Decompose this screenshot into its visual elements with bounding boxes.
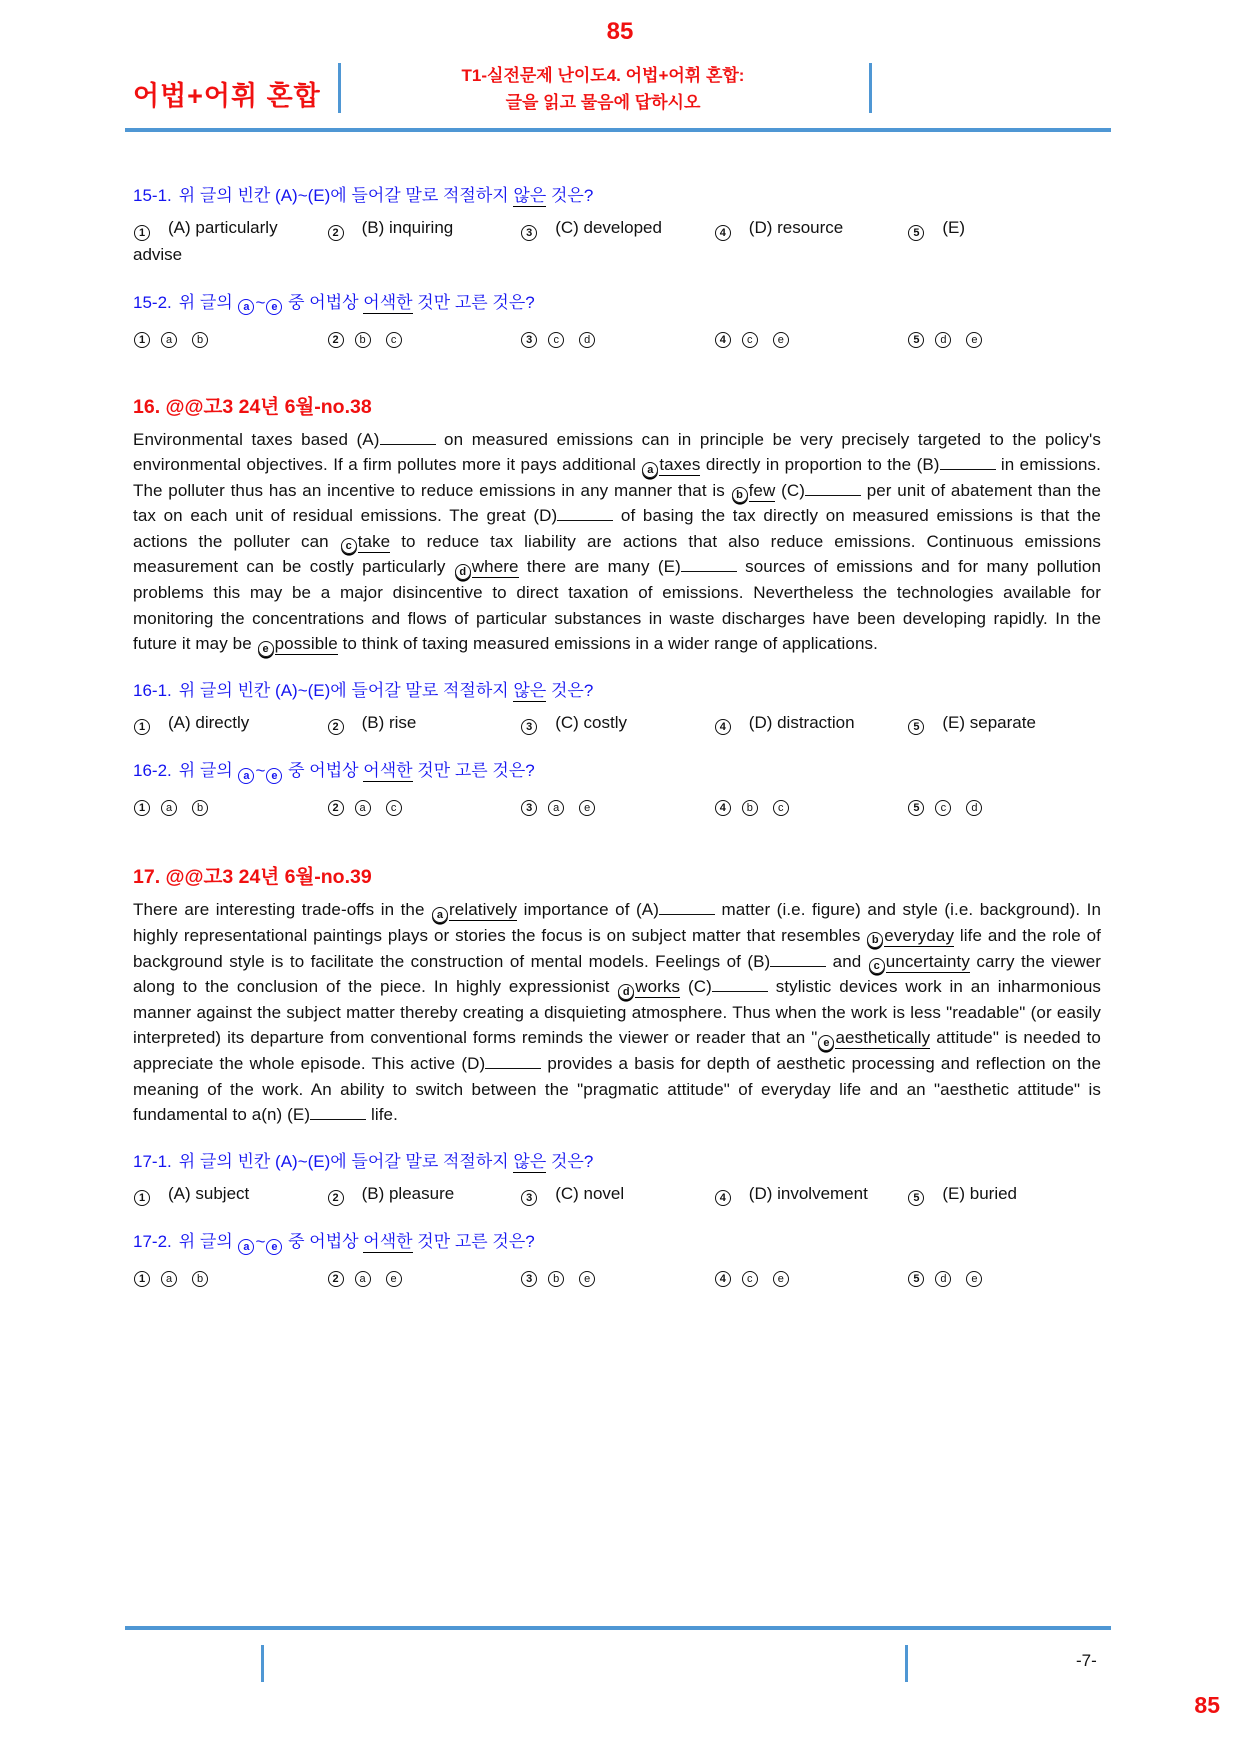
- circled-e-icon: e: [266, 1239, 282, 1255]
- passage-16: Environmental taxes based (A) on measured emissions can in principle be very precisely targeted to the policy's environmental objectives. If a firm pollutes more it pays additional a taxes directly in proportion to the (B) in emissions. The polluter thus has an incentive to reduce emissions in any manner that is b few (C) per unit of abatement than the tax on each unit of residual emissions. The great (D) of basing the tax directly on measured emissions is that the actions the polluter can c take to reduce tax liability are actions that also reduce emissions. Continuous emissions measurement can be costly particularly d where there are many (E) sources of emissions and for many pollution problems this may be a major disincentive to direct taxation of emissions. Nevertheless the technologies available for monitoring the concentrations and flows of particular substances in waste discharges have been developing rapidly. In the future it may be e possible to think of taxing measured emissions in a wider range of applications.: [133, 429, 1101, 655]
- answer-option-5[interactable]: [907, 1182, 1101, 1207]
- fill-in-blank: [712, 988, 768, 992]
- answer-option-3[interactable]: [520, 1263, 714, 1288]
- question-number: 17-1.: [133, 1151, 172, 1171]
- circled-1-icon: 1: [134, 1271, 150, 1287]
- footer-page-number: -7-: [1076, 1651, 1097, 1670]
- footer-tick-right: [905, 1645, 908, 1682]
- fill-in-blank: [380, 441, 436, 445]
- fill-in-blank: [770, 963, 826, 967]
- circled-2-icon: 2: [328, 332, 344, 348]
- circled-a-icon: a: [548, 800, 564, 816]
- circled-d-icon: d: [935, 1271, 951, 1287]
- footer-rule: [125, 1626, 1111, 1630]
- answer-option-label: (D) involvement: [748, 1183, 868, 1203]
- circled-d-icon: d: [618, 984, 634, 1000]
- question-number: 15-1.: [133, 186, 172, 205]
- circled-a-icon: a: [161, 1271, 177, 1287]
- answer-option-3[interactable]: [520, 792, 714, 817]
- question-number: 15-2.: [133, 292, 172, 312]
- circled-a-icon: a: [432, 907, 448, 923]
- answer-option-2[interactable]: [327, 216, 521, 241]
- circled-d-icon: d: [455, 564, 471, 580]
- answer-option-5[interactable]: [907, 216, 1101, 241]
- underlined-word: 어색한: [363, 292, 413, 312]
- underlined-word: 않은: [513, 186, 547, 205]
- circled-e-icon: e: [258, 641, 274, 657]
- question-15-2-text: 15-2. 위 글의 a ~ e 중 어법상 어색한 것만 고른 것은?: [133, 292, 535, 313]
- question-15-1-option5-wrap[interactable]: advise: [133, 244, 183, 264]
- answer-option-5[interactable]: [907, 711, 1101, 736]
- circled-4-icon: 4: [715, 225, 731, 241]
- circled-a-icon: a: [355, 1271, 371, 1287]
- header-lesson-title-line1: T1-실전문제 난이도4. 어법+어휘 혼합:: [461, 66, 745, 85]
- underlined-word: works: [635, 977, 681, 997]
- answer-option-5[interactable]: [907, 1263, 1101, 1288]
- circled-e-icon: e: [579, 800, 595, 816]
- question-17-2-text: 17-2. 위 글의 a ~ e 중 어법상 어색한 것만 고른 것은?: [133, 1232, 535, 1253]
- circled-5-icon: 5: [908, 332, 924, 348]
- circled-5-icon: 5: [908, 719, 924, 735]
- circled-b-icon: b: [192, 332, 208, 348]
- circled-e-icon: e: [966, 332, 982, 348]
- circled-e-icon: e: [266, 299, 282, 315]
- circled-e-icon: e: [773, 1271, 789, 1287]
- answer-option-2[interactable]: [327, 323, 521, 348]
- circled-d-icon: d: [966, 800, 982, 816]
- circled-1-icon: 1: [134, 800, 150, 816]
- answer-option-3[interactable]: [520, 216, 714, 241]
- answer-option-5[interactable]: [907, 792, 1101, 817]
- header-lesson-title: [347, 62, 859, 116]
- section-17-title: 17. @@고3 24년 6월-no.39: [133, 866, 372, 889]
- underlined-word: taxes: [659, 455, 701, 475]
- question-17-1-options: [133, 1182, 1101, 1207]
- circled-4-icon: 4: [715, 332, 731, 348]
- question-16-2-text: 16-2. 위 글의 a ~ e 중 어법상 어색한 것만 고른 것은?: [133, 761, 535, 782]
- circled-4-icon: 4: [715, 800, 731, 816]
- fill-in-blank: [557, 517, 613, 521]
- fill-in-blank: [681, 568, 737, 572]
- header-divider-left: [338, 63, 341, 113]
- circled-e-icon: e: [266, 768, 282, 784]
- answer-option-3[interactable]: [520, 323, 714, 348]
- underlined-word: 않은: [513, 1151, 547, 1171]
- circled-e-icon: e: [386, 1271, 402, 1287]
- underlined-word: everyday: [884, 925, 955, 945]
- answer-option-4[interactable]: [714, 216, 908, 241]
- answer-option-label: (A) directly: [168, 712, 250, 732]
- question-15-1-text: 15-1. 위 글의 빈칸 (A)~(E)에 들어갈 말로 적절하지 않은 것은?: [133, 186, 594, 205]
- circled-5-icon: 5: [908, 1271, 924, 1287]
- page-top-number: 85: [606, 18, 634, 45]
- circled-2-icon: 2: [328, 800, 344, 816]
- answer-option-4[interactable]: [714, 711, 908, 736]
- answer-option-1[interactable]: [133, 1263, 327, 1288]
- circled-c-icon: c: [773, 800, 789, 816]
- circled-b-icon: b: [732, 487, 748, 503]
- header-divider-right: [869, 63, 872, 113]
- circled-e-icon: e: [966, 1271, 982, 1287]
- answer-option-label: (D) distraction: [748, 712, 855, 732]
- answer-option-2[interactable]: [327, 792, 521, 817]
- circled-5-icon: 5: [908, 800, 924, 816]
- circled-2-icon: 2: [328, 1190, 344, 1206]
- question-number: 17-2.: [133, 1232, 172, 1252]
- answer-option-1[interactable]: [133, 1182, 327, 1207]
- underlined-word: where: [471, 557, 519, 577]
- answer-option-4[interactable]: [714, 792, 908, 817]
- answer-option-label: (E) buried: [942, 1183, 1018, 1203]
- question-16-1-text: 16-1. 위 글의 빈칸 (A)~(E)에 들어갈 말로 적절하지 않은 것은?: [133, 680, 594, 700]
- fill-in-blank: [940, 466, 996, 470]
- fill-in-blank: [485, 1065, 541, 1069]
- header-lesson-title-line2: 글을 읽고 물음에 답하시오: [505, 93, 701, 112]
- circled-a-icon: a: [355, 800, 371, 816]
- question-17-2-options: [133, 1263, 1101, 1288]
- circled-3-icon: 3: [521, 1190, 537, 1206]
- circled-c-icon: c: [386, 332, 402, 348]
- underlined-word: aesthetically: [835, 1028, 931, 1048]
- circled-2-icon: 2: [328, 225, 344, 241]
- page-bottom-number: 85: [1194, 1692, 1220, 1718]
- circled-a-icon: a: [238, 299, 254, 315]
- circled-3-icon: 3: [521, 225, 537, 241]
- answer-option-2[interactable]: [327, 1263, 521, 1288]
- answer-option-label: (B) rise: [361, 712, 417, 732]
- question-15-2-options: [133, 323, 1101, 348]
- circled-a-icon: a: [642, 462, 658, 478]
- answer-option-label: (A) subject: [168, 1183, 250, 1203]
- question-16-1-options: [133, 711, 1101, 736]
- answer-option-label: (A) particularly: [168, 218, 278, 237]
- circled-b-icon: b: [742, 800, 758, 816]
- header-section-title: 어법+어휘 혼합: [133, 81, 321, 111]
- circled-3-icon: 3: [521, 800, 537, 816]
- underlined-word: uncertainty: [885, 951, 970, 971]
- fill-in-blank: [310, 1116, 366, 1120]
- circled-b-icon: b: [548, 1271, 564, 1287]
- circled-a-icon: a: [161, 800, 177, 816]
- answer-option-1[interactable]: [133, 792, 327, 817]
- circled-c-icon: c: [742, 332, 758, 348]
- circled-e-icon: e: [773, 332, 789, 348]
- underlined-word: possible: [274, 634, 338, 654]
- circled-b-icon: b: [867, 932, 883, 948]
- circled-5-icon: 5: [908, 225, 924, 241]
- answer-option-4[interactable]: [714, 1182, 908, 1207]
- answer-option-3[interactable]: [520, 1182, 714, 1207]
- answer-option-label: (C) novel: [555, 1183, 625, 1203]
- question-17-1-text: 17-1. 위 글의 빈칸 (A)~(E)에 들어갈 말로 적절하지 않은 것은?: [133, 1151, 594, 1171]
- circled-3-icon: 3: [521, 332, 537, 348]
- circled-b-icon: b: [192, 1271, 208, 1287]
- circled-4-icon: 4: [715, 719, 731, 735]
- circled-d-icon: d: [579, 332, 595, 348]
- circled-e-icon: e: [579, 1271, 595, 1287]
- answer-option-2[interactable]: [327, 711, 521, 736]
- circled-3-icon: 3: [521, 1271, 537, 1287]
- answer-option-3[interactable]: [520, 711, 714, 736]
- passage-17: There are interesting trade-offs in the a relatively importance of (A) matter (i.e. figure) and style (i.e. background). In highly representational paintings plays or stories the focus is on subject matter that resembles b everyday life and the role of background style is to facilitate the construction of mental models. Feelings of (B) and c uncertainty carry the viewer along to the conclusion of the piece. In highly expressionist d works (C) stylistic devices work in an inharmonious manner against the subject matter thereby creating a disquieting atmosphere. Thus when the work is less "readable" (or easily interpreted) its departure from conventional forms reminds the viewer or reader that an " e aesthetically attitude" is needed to appreciate the whole episode. This active (D) provides a basis for depth of aesthetic processing and reflection on the meaning of the work. An ability to switch between the "pragmatic attitude" of everyday life and an "aesthetic attitude" is fundamental to a(n) (E) life.: [133, 900, 1102, 1125]
- circled-d-icon: d: [935, 332, 951, 348]
- answer-option-1[interactable]: [133, 323, 327, 348]
- circled-a-icon: a: [238, 768, 254, 784]
- answer-option-label: (C) developed: [555, 218, 662, 237]
- circled-3-icon: 3: [521, 719, 537, 735]
- circled-c-icon: c: [869, 958, 885, 974]
- answer-option-1[interactable]: [133, 216, 327, 241]
- answer-option-5[interactable]: [907, 323, 1101, 348]
- circled-1-icon: 1: [134, 719, 150, 735]
- answer-option-2[interactable]: [327, 1182, 521, 1207]
- circled-c-icon: c: [341, 538, 357, 554]
- circled-b-icon: b: [192, 800, 208, 816]
- circled-c-icon: c: [742, 1271, 758, 1287]
- circled-5-icon: 5: [908, 1190, 924, 1206]
- underlined-word: 어색한: [363, 761, 413, 781]
- answer-option-4[interactable]: [714, 323, 908, 348]
- underlined-word: few: [748, 480, 776, 500]
- underlined-word: 어색한: [363, 1232, 413, 1252]
- answer-option-label: (B) pleasure: [361, 1183, 455, 1203]
- answer-option-label: (B) inquiring: [361, 218, 454, 237]
- question-number: 16-2.: [133, 761, 172, 781]
- circled-2-icon: 2: [328, 1271, 344, 1287]
- circled-c-icon: c: [548, 332, 564, 348]
- circled-1-icon: 1: [134, 1190, 150, 1206]
- question-16-2-options: [133, 792, 1101, 817]
- circled-c-icon: c: [386, 800, 402, 816]
- circled-e-icon: e: [818, 1035, 834, 1051]
- underlined-word: 않은: [513, 680, 547, 700]
- circled-a-icon: a: [238, 1239, 254, 1255]
- circled-a-icon: a: [161, 332, 177, 348]
- circled-4-icon: 4: [715, 1271, 731, 1287]
- answer-option-4[interactable]: [714, 1263, 908, 1288]
- fill-in-blank: [805, 492, 861, 496]
- fill-in-blank: [659, 911, 715, 915]
- circled-1-icon: 1: [134, 225, 150, 241]
- circled-4-icon: 4: [715, 1190, 731, 1206]
- underlined-word: relatively: [449, 900, 518, 920]
- answer-option-label: (C) costly: [555, 712, 627, 732]
- circled-c-icon: c: [935, 800, 951, 816]
- question-15-1-options: [133, 216, 1101, 241]
- answer-option-label: (E) separate: [942, 712, 1036, 732]
- worksheet-content: [133, 184, 1101, 1287]
- circled-2-icon: 2: [328, 719, 344, 735]
- section-16-title: 16. @@고3 24년 6월-no.38: [133, 395, 372, 418]
- circled-1-icon: 1: [134, 332, 150, 348]
- underlined-word: take: [357, 531, 391, 551]
- question-number: 16-1.: [133, 680, 172, 700]
- answer-option-label: (E): [942, 218, 966, 237]
- footer-tick-left: [261, 1645, 264, 1682]
- answer-option-label: (D) resource: [748, 218, 844, 237]
- answer-option-1[interactable]: [133, 711, 327, 736]
- header-rule: [125, 128, 1111, 132]
- circled-b-icon: b: [355, 332, 371, 348]
